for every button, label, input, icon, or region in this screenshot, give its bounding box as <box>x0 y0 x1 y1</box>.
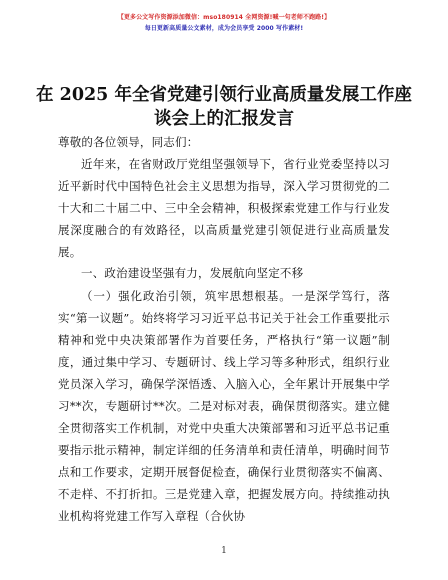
document-title: 在 2025 年全省党建引领行业高质量发展工作座谈会上的汇报发言 <box>36 85 412 129</box>
promo-banner-line-2: 每日更新高质量公文素材，成为会员享受 2000 写作素材! <box>144 25 304 32</box>
page-number: 1 <box>221 546 227 556</box>
subsection-body: 一是深学笃行，落实“第一议题”。始终将学习习近平总书记关于社会工作重要批示精神和党中央决策部署作为首要任务，严格执行“第一议题”制度，通过集中学习、专题研讨、线上学习等多种形式，组织行业党员深入学习，确保学深悟透、入脑入心，全年累计开展集中学习**次，专题研讨**次。二是对标对表，确保贯彻落实。建立健全贯彻落实工作机制，对党中央重大决策部署和习近平总书记重要指示批示精神，制定详细的任务清单和责任清单，明确时间节点和工作要求，定期开展督促检查，确保行业贯彻落实不偏离、不走样、不打折扣。三是党建入章，把握发展方向。持续推动执业机构将党建工作写入章程（合伙协 <box>58 289 390 523</box>
salutation: 尊敬的各位领导，同志们： <box>58 135 199 149</box>
section-heading-1: 一、政治建设坚强有力，发展航向坚定不移 <box>81 266 304 280</box>
subsection-heading: （一）强化政治引领，筑牢思想根基。 <box>81 289 292 303</box>
paragraph-intro: 近年来，在省财政厅党组坚强领导下，省行业党委坚持以习近平新时代中国特色社会主义思想为指导，深入学习贯彻党的二十大和二十届二中、三中全会精神，积极探索党建工作与行业发展深度融合的有效路径，以高质量党建引领促进行业高质量发展。 <box>58 157 390 259</box>
promo-banner <box>0 12 448 34</box>
paragraph-section-1-1 <box>58 285 390 527</box>
promo-banner-line-1: 【更多公文写作资源添加微信：mso180914 全网资源!喊一句老师不跑路!】 <box>117 14 331 21</box>
